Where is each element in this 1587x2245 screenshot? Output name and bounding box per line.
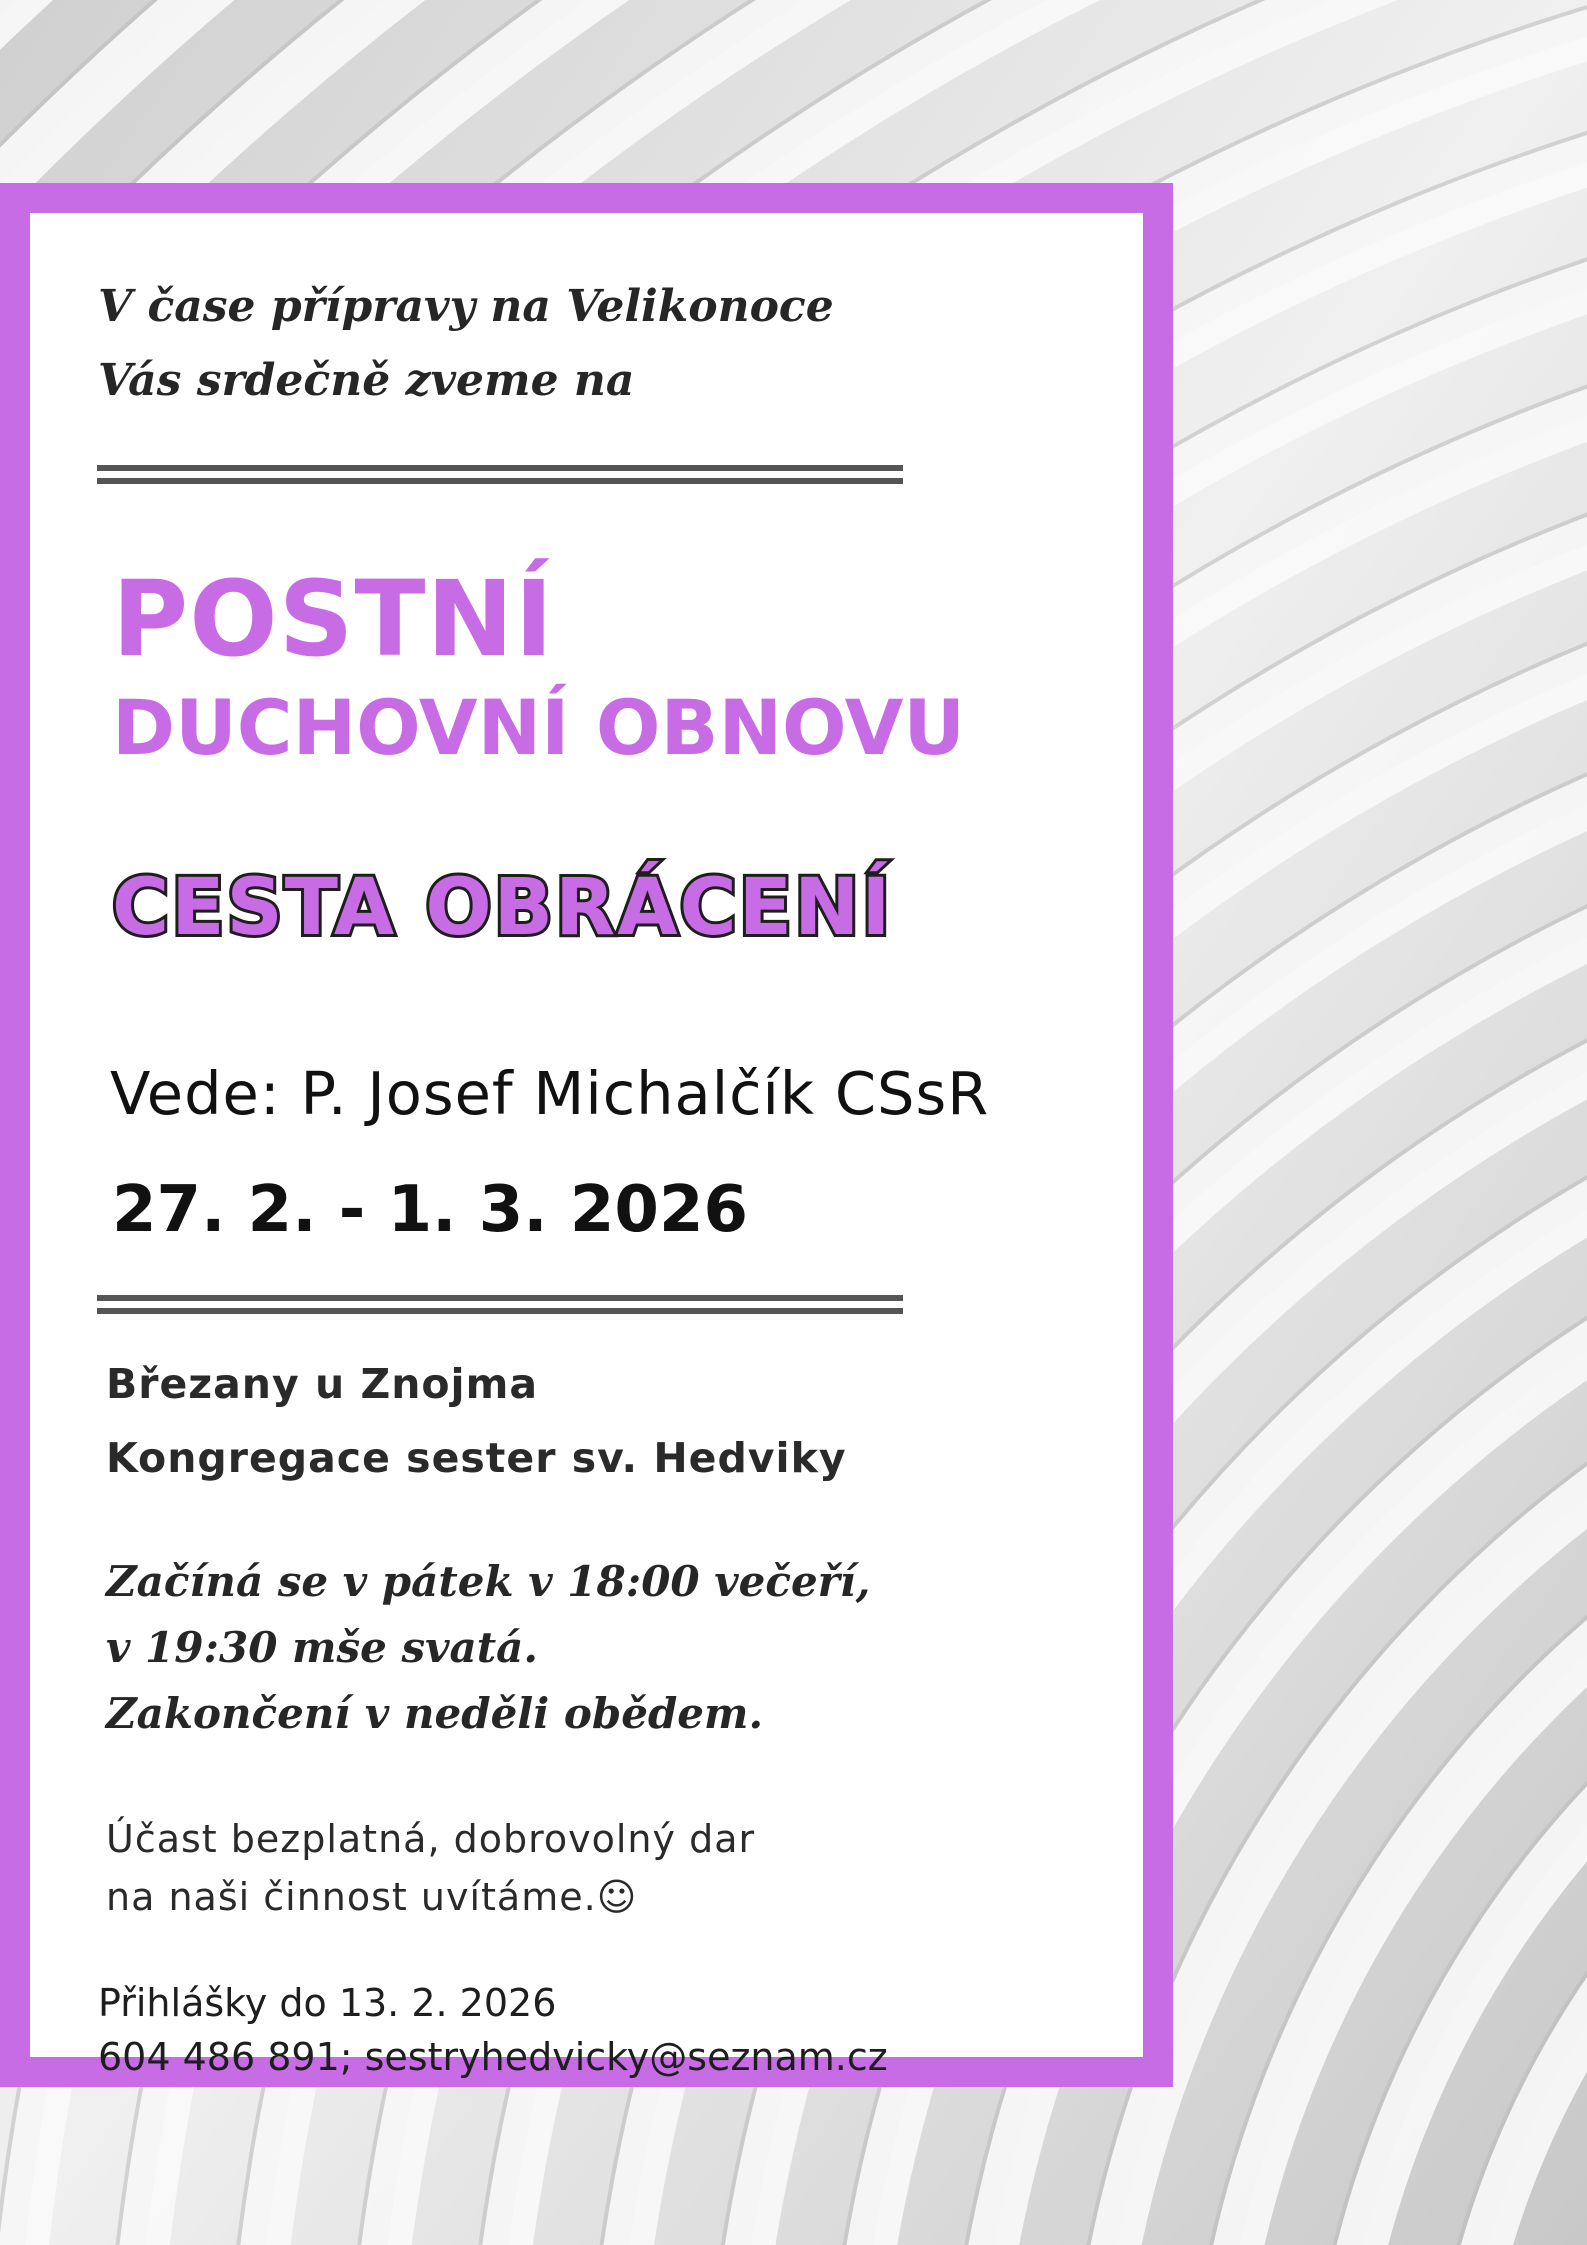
fee-line-1: Účast bezplatná, dobrovolný dar bbox=[106, 1817, 756, 1861]
theme-title: CESTA OBRÁCENÍ bbox=[112, 863, 893, 953]
poster-frame bbox=[0, 183, 1173, 2087]
location-town: Březany u Znojma bbox=[106, 1360, 538, 1408]
registration-contact[interactable]: 604 486 891; sestryhedvicky@seznam.cz bbox=[98, 2035, 888, 2079]
title-postni: POSTNÍ bbox=[112, 558, 555, 680]
title-duchovni-obnovu: DUCHOVNÍ OBNOVU bbox=[112, 683, 966, 772]
schedule-mass: v 19:30 mše svatá. bbox=[106, 1623, 538, 1672]
intro-line-2: Vás srdečně zveme na bbox=[98, 355, 635, 406]
schedule-end: Zakončení v neděli obědem. bbox=[106, 1689, 764, 1738]
poster-panel bbox=[30, 213, 1143, 2079]
location-congregation: Kongregace sester sv. Hedviky bbox=[106, 1434, 847, 1482]
retreat-dates: 27. 2. - 1. 3. 2026 bbox=[112, 1173, 748, 1247]
retreat-leader: Vede: P. Josef Michalčík CSsR bbox=[110, 1059, 990, 1128]
double-rule-bottom bbox=[97, 1295, 903, 1317]
schedule-start: Začíná se v pátek v 18:00 večeří, bbox=[106, 1557, 871, 1606]
fee-line-2: na naši činnost uvítáme.☺ bbox=[106, 1875, 638, 1919]
intro-line-1: V čase přípravy na Velikonoce bbox=[98, 281, 834, 332]
double-rule-top bbox=[97, 465, 903, 487]
registration-deadline: Přihlášky do 13. 2. 2026 bbox=[98, 1981, 557, 2025]
